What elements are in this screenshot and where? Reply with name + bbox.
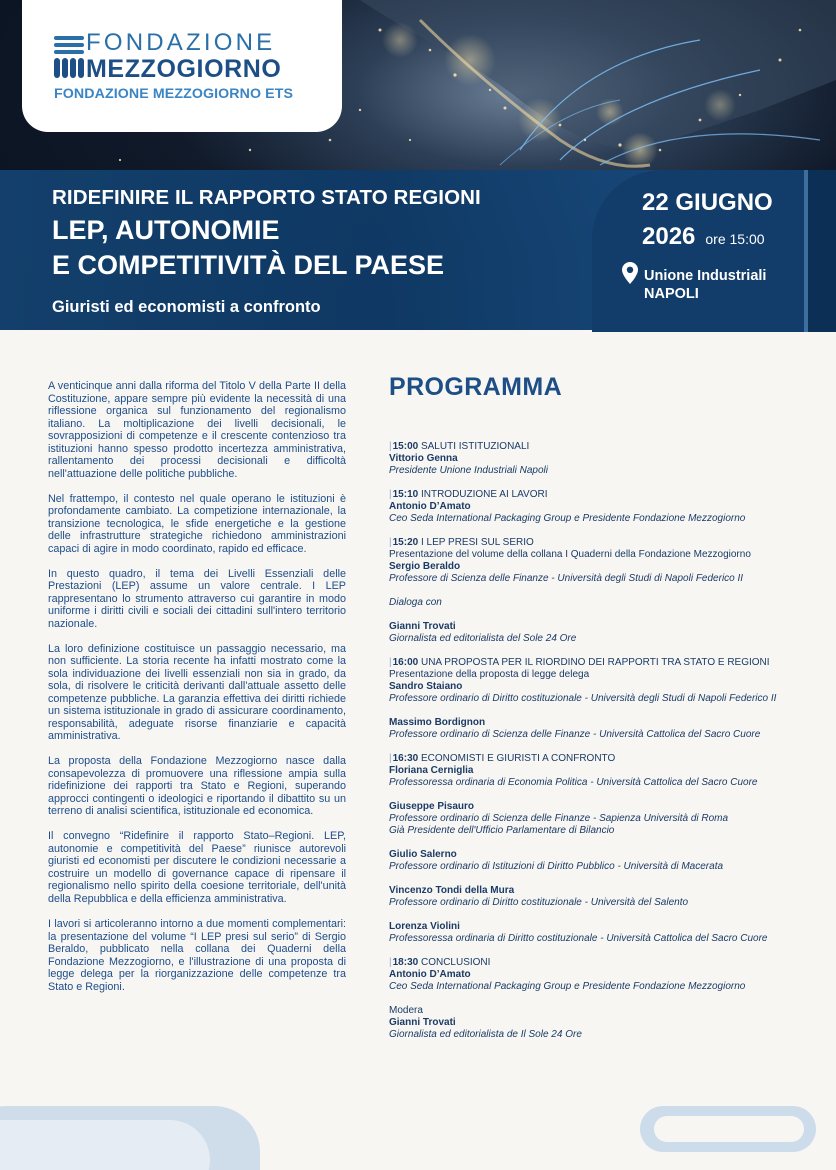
map-pin-icon [622,262,638,284]
speaker-role: Giornalista ed editorialista del Sole 24 Ore [389,633,577,644]
moderator-name: Gianni Trovati [389,1017,456,1028]
date-panel-edge-line [804,170,808,332]
slot-time: 18:30 [392,957,419,968]
moderator-role: Giornalista ed editorialista de Il Sole 24 Ore [389,1029,582,1040]
speaker-name: Antonio D’Amato [389,969,471,980]
speaker-name: Giulio Salerno [389,849,457,860]
speaker-name: Antonio D’Amato [389,501,471,512]
speaker-role: Presidente Unione Industriali Napoli [389,465,548,476]
slot-description: Presentazione del volume della collana I Quaderni della Fondazione Mezzogiorno [389,549,751,560]
speaker-name: Vincenzo Tondi della Mura [389,885,515,896]
intro-paragraph: In questo quadro, il tema dei Livelli Essenziali delle Prestazioni (LEP) assume un valore centrale. I LEP rappresentano lo strumento attraverso cui garantire in modo uniforme i diritti civili e sociali dei cittadini sull'intero territorio nazionale. [48,567,346,630]
logo-line-2: MEZZOGIORNO [86,55,282,83]
slot-time: 16:00 [392,657,419,668]
slot-label: UNA PROPOSTA PER IL RIORDINO DEI RAPPORTI TRA STATO E REGIONI [420,657,770,668]
intro-paragraph: La proposta della Fondazione Mezzogiorno nasce dalla consapevolezza di promuovere una riflessione ampia sulla ridefinizione dei rapporti tra Stato e Regioni, superando approcci contingenti o ideologici e riportando il dibattito su un terreno di analisi scientifica, istituzionale ed economica. [48,755,346,818]
speaker-name: Massimo Bordignon [389,717,486,728]
intro-paragraph: I lavori si articoleranno intorno a due momenti complementari: la presentazione del volume “I LEP presi sul serio” di Sergio Beraldo, pubblicato nella collana dei Quaderni della Fondazione Mezzogiorno, e l'illustrazione di una proposta di legge delega per la riorganizzazione delle competenze tra Stato e Regioni. [48,918,346,993]
event-subtitle: Giuristi ed economisti a confronto [52,298,321,316]
speaker-role: Professore ordinario di Diritto costituzionale - Università del Salento [389,897,689,908]
event-date-day: 22 GIUGNO [642,189,773,216]
date-panel-edge [806,170,836,332]
programma-title: PROGRAMMA [389,373,563,401]
logo-subtitle: FONDAZIONE MEZZOGIORNO ETS [54,86,294,102]
event-date-year: 2026 [642,223,696,250]
programma-slot: |16:30 ECONOMISTI E GIURISTI A CONFRONTO Floriana Cerniglia Professoressa ordinaria di Economia Politica - Università Cattolica del Sacro Cuore Giuseppe Pisauro Professore ordinario di Scienza delle Finanze - Sapienza Università di Roma Già Presidente dell'Ufficio Parlamentare di Bilancio Giulio Salerno Professore ordinario di Istituzioni di Diritto Pubblico - Università di Macerata Vincenzo Tondi della Mura Professore ordinario di Diritto costituzionale - Università del Salento Lorenza Violini Professoressa ordinaria di Diritto costituzionale - Università Cattolica del Sacro Cuore [389,753,809,945]
slot-description: Presentazione della proposta di legge delega [389,669,590,680]
footer-decoration-right-inner [654,1116,804,1142]
slot-label: CONCLUSIONI [420,957,491,968]
speaker-role: Ceo Seda International Packaging Group e Presidente Fondazione Mezzogiorno [389,513,746,524]
slot-label: ECONOMISTI E GIURISTI A CONFRONTO [420,753,616,764]
speaker-role: Professoressa ordinaria di Economia Politica - Università Cattolica del Sacro Cuore [389,777,758,788]
event-title-block [52,184,612,317]
speaker-name: Vittorio Genna [389,453,458,464]
speaker-role: Professore di Scienza delle Finanze - Università degli Studi di Napoli Federico II [389,573,744,584]
programma-slot: |18:30 CONCLUSIONI Antonio D’Amato Ceo Seda International Packaging Group e Presidente Fondazione Mezzogiorno [389,957,809,993]
speaker-role: Professore ordinario di Istituzioni di Diritto Pubblico - Università di Macerata [389,861,724,872]
speaker-role: Professore ordinario di Scienza delle Finanze - Università Cattolica del Sacro Cuore [389,729,761,740]
logo-card [22,0,342,132]
intro-paragraph: A venticinque anni dalla riforma del Titolo V della Parte II della Costituzione, appare sempre più evidente la necessità di una riflessione organica sul funzionamento del regionalismo italiano. La moltiplicazione dei livelli decisionali, le sovrapposizioni di competenze e il crescente contenzioso tra istituzioni hanno spesso prodotto incertezza amministrativa, rallentamento dei processi decisionali e difficoltà nell'attuazione delle politiche pubbliche. [48,380,346,480]
speaker-role: Professoressa ordinaria di Diritto costituzionale - Università Cattolica del Sacro Cuore [389,933,768,944]
venue-name: Unione Industriali [644,268,767,284]
speaker-name: Sandro Staiano [389,681,463,692]
programma-slot: |16:00 UNA PROPOSTA PER IL RIORDINO DEI RAPPORTI TRA STATO E REGIONI Presentazione della proposta di legge delega Sandro Staiano Professore ordinario di Diritto costituzionale - Università degli Studi di Napoli Federico II Massimo Bordignon Professore ordinario di Scienza delle Finanze - Università Cattolica del Sacro Cuore [389,657,809,741]
speaker-role: Professore ordinario di Diritto costituzionale - Università degli Studi di Napoli Federico II [389,693,777,704]
event-date [642,186,773,256]
programma-slot: |15:10 INTRODUZIONE AI LAVORI Antonio D’Amato Ceo Seda International Packaging Group e Presidente Fondazione Mezzogiorno [389,489,809,525]
slot-time: 15:20 [392,537,419,548]
event-title-line-2: LEP, AUTONOMIE [52,215,280,245]
speaker-name: Lorenza Violini [389,921,460,932]
moderator-label: Modera [389,1005,423,1016]
logo [54,30,342,82]
speaker-role: Professore ordinario di Scienza delle Finanze - Sapienza Università di Roma [389,813,729,824]
speaker-name: Giuseppe Pisauro [389,801,475,812]
programma-slot: |15:00 SALUTI ISTITUZIONALI Vittorio Genna Presidente Unione Industriali Napoli [389,441,809,477]
intro-paragraph: Il convegno “Ridefinire il rapporto Stato–Regioni. LEP, autonomie e competitività del Paese” riunisce autorevoli giuristi ed economisti per discutere le condizioni necessarie a costruire un modello di governance capace di ripensare il regionalismo nello spirito della coesione territoriale, dell'unità della Repubblica e della efficienza amministrativa. [48,830,346,905]
event-venue [622,262,766,303]
slot-time: 15:00 [392,441,419,452]
slot-label: INTRODUZIONE AI LAVORI [420,489,548,500]
speaker-name: Sergio Beraldo [389,561,461,572]
speaker-role: Ceo Seda International Packaging Group e Presidente Fondazione Mezzogiorno [389,981,746,992]
programma-list [389,441,809,1053]
speaker-role: Già Presidente dell'Ufficio Parlamentare di Bilancio [389,825,615,836]
venue-city: NAPOLI [644,286,699,302]
speaker-name: Floriana Cerniglia [389,765,474,776]
dialogue-label: Dialoga con [389,597,442,608]
speaker-name: Gianni Trovati [389,621,456,632]
intro-paragraph: La loro definizione costituisce un passaggio necessario, ma non sufficiente. La storia recente ha infatti mostrato come la sola individuazione dei livelli essenziali non sia in grado, da sola, di risolvere le criticità derivanti dall'attuale assetto delle competenze pubbliche. La garanzia effettiva dei diritti richiede un sistema istituzionale in grado di assicurare coordinamento, responsabilità, adeguate risorse finanziarie e capacità amministrativa. [48,642,346,743]
slot-time: 16:30 [392,753,419,764]
slot-time: 15:10 [392,489,419,500]
event-time: ore 15:00 [705,231,765,247]
slot-label: SALUTI ISTITUZIONALI [420,441,530,452]
slot-label: I LEP PRESI SUL SERIO [420,537,534,548]
footer-decoration-left-inner [0,1120,210,1170]
moderator-block [389,1005,809,1041]
event-title-line-3: E COMPETITIVITÀ DEL PAESE [52,250,445,280]
programma-slot: |15:20 I LEP PRESI SUL SERIO Presentazione del volume della collana I Quaderni della Fondazione Mezzogiorno Sergio Beraldo Professore di Scienza delle Finanze - Università degli Studi di Napoli Federico II Dialoga con Gianni Trovati Giornalista ed editorialista del Sole 24 Ore [389,537,809,645]
logo-line-1: FONDAZIONE [86,29,276,56]
fondazione-logo-icon [54,36,84,80]
intro-text [48,380,346,1006]
event-title-line-1: RIDEFINIRE IL RAPPORTO STATO REGIONI [52,186,481,209]
intro-paragraph: Nel frattempo, il contesto nel quale operano le istituzioni è profondamente cambiato. La competizione internazionale, la transizione tecnologica, le sfide energetiche e la gestione delle infrastrutture strategiche richiedono amministrazioni capaci di agire in modo coordinato, rapido ed efficace. [48,492,346,555]
